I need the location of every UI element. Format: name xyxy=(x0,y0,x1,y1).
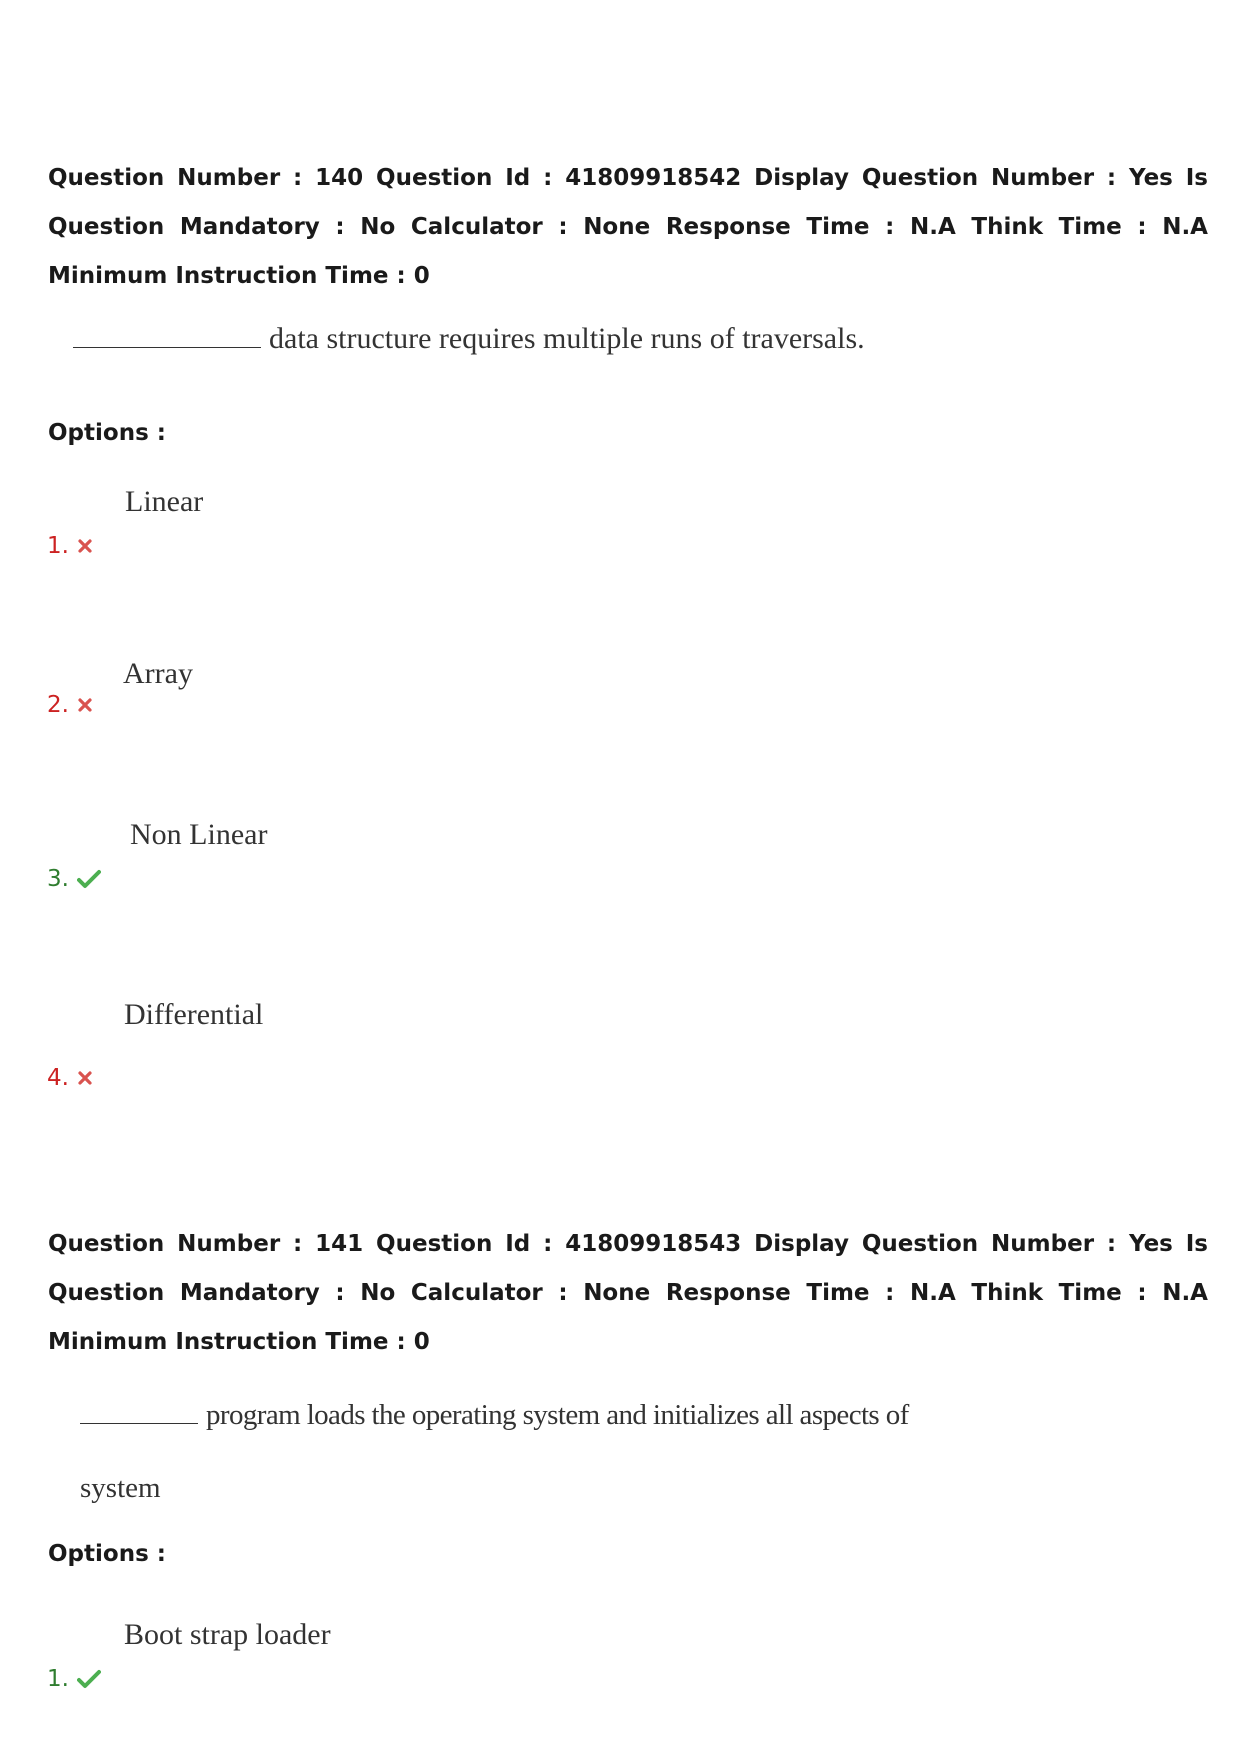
option-number-label: 3. xyxy=(47,866,69,892)
options-label: Options : xyxy=(48,1541,166,1567)
options-label: Options : xyxy=(48,420,166,446)
option-number-label: 1. xyxy=(47,1666,69,1692)
option-number-label: 1. xyxy=(47,533,69,559)
question-text-continued: system xyxy=(80,1472,161,1504)
option-number xyxy=(47,533,93,559)
answer-blank xyxy=(73,347,261,348)
option-text: Non Linear xyxy=(130,818,268,851)
question-text: program loads the operating system and initializes all aspects of xyxy=(206,1399,909,1431)
cross-icon xyxy=(77,1070,93,1086)
option-number-label: 4. xyxy=(47,1065,69,1091)
question-meta-141: Question Number : 141 Question Id : 41809918543 Display Question Number : Yes Is Question Mandatory : No Calculator : None Response Time : N.A Think Time : N.A Minimum Instruction Time : 0 xyxy=(48,1231,1208,1355)
answer-blank xyxy=(80,1423,198,1424)
option-text: Linear xyxy=(125,485,204,518)
question-text-140 xyxy=(73,322,865,356)
question-text-141 xyxy=(80,1399,909,1432)
option-number xyxy=(47,866,101,892)
option-number-label: 2. xyxy=(47,692,69,718)
option-text: Boot strap loader xyxy=(124,1618,331,1651)
option-text: Array xyxy=(123,657,193,690)
check-icon xyxy=(77,869,101,889)
cross-icon xyxy=(77,697,93,713)
question-meta-140: Question Number : 140 Question Id : 41809918542 Display Question Number : Yes Is Question Mandatory : No Calculator : None Response Time : N.A Think Time : N.A Minimum Instruction Time : 0 xyxy=(48,165,1208,289)
question-text: data structure requires multiple runs of traversals. xyxy=(269,322,865,355)
option-number xyxy=(47,1065,93,1091)
option-number xyxy=(47,1666,101,1692)
cross-icon xyxy=(77,538,93,554)
check-icon xyxy=(77,1669,101,1689)
option-number xyxy=(47,692,93,718)
option-text: Differential xyxy=(124,998,264,1031)
